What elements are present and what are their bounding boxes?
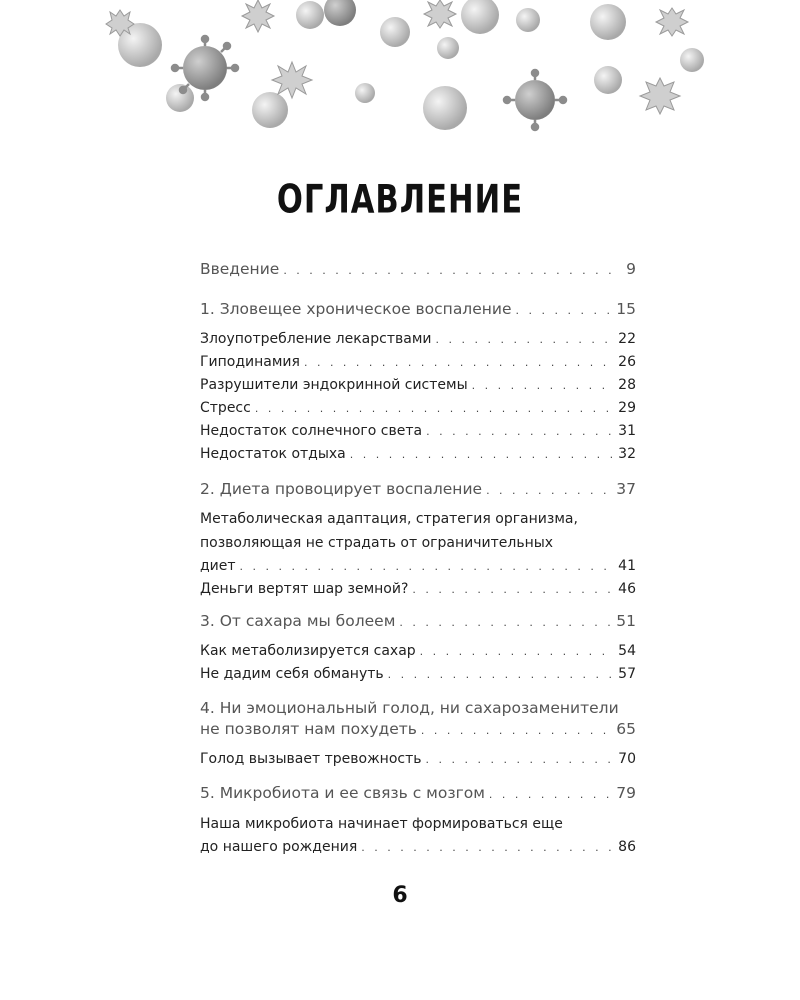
toc-item[interactable]: [200, 351, 636, 374]
toc-label: 3. От сахара мы болеем: [200, 612, 396, 630]
toc-label-line: 4. Ни эмоциональный голод, ни сахарозаменители: [200, 699, 619, 717]
toc-page: 46: [618, 581, 636, 597]
toc-label: Голод вызывает тревожность: [200, 751, 422, 767]
toc-chapter-5[interactable]: [200, 784, 636, 802]
toc-label-line: Метаболическая адаптация, стратегия организма,: [200, 511, 578, 527]
toc-label: Недостаток солнечного света: [200, 423, 423, 439]
toc-item[interactable]: [200, 397, 636, 420]
toc-item[interactable]: [200, 374, 636, 397]
toc-label: Гиподинамия: [200, 354, 300, 370]
toc-item[interactable]: [200, 328, 636, 351]
toc-item[interactable]: [200, 640, 636, 663]
toc-page: 32: [618, 446, 636, 462]
toc-item[interactable]: [200, 748, 636, 771]
toc-label: Стресс: [200, 400, 251, 416]
toc-page: 79: [616, 784, 636, 802]
toc-label: Деньги вертят шар земной?: [200, 581, 409, 597]
toc-label: Разрушители эндокринной системы: [200, 377, 468, 393]
toc-label: Как метаболизируется сахар: [200, 643, 416, 659]
toc-page: 31: [618, 423, 636, 439]
page-number: 6: [392, 883, 408, 908]
toc-page: 26: [618, 354, 636, 370]
toc-label: 5. Микробиота и ее связь с мозгом: [200, 784, 485, 802]
toc-label-line: Наша микробиота начинает формироваться еще: [200, 816, 563, 832]
toc-intro[interactable]: [200, 260, 636, 278]
toc-page: 15: [616, 300, 636, 318]
toc-label: Злоупотребление лекарствами: [200, 331, 432, 347]
toc-label: не позволят нам похудеть: [200, 720, 417, 738]
toc-page: 65: [616, 720, 636, 738]
toc-item[interactable]: [200, 578, 636, 601]
toc-item[interactable]: [200, 420, 636, 443]
toc-chapter-3[interactable]: [200, 612, 636, 630]
toc-label: 1. Зловещее хроническое воспаление: [200, 300, 512, 318]
toc-page: 28: [618, 377, 636, 393]
toc-chapter-2[interactable]: [200, 480, 636, 498]
toc-chapter-4[interactable]: [200, 696, 636, 738]
toc-label: до нашего рождения: [200, 839, 358, 855]
toc-item-microbiota[interactable]: [200, 812, 636, 859]
toc-page: 54: [618, 643, 636, 659]
page-title: ОГЛАВЛЕНИЕ: [276, 177, 524, 223]
toc-page: 70: [618, 751, 636, 767]
toc-page: 51: [616, 612, 636, 630]
toc-page: 9: [626, 260, 636, 278]
toc-label: Недостаток отдыха: [200, 446, 346, 462]
toc-item-metabolic[interactable]: [200, 507, 636, 601]
toc-label: Не дадим себя обмануть: [200, 666, 384, 682]
toc-page: 29: [618, 400, 636, 416]
toc-item[interactable]: [200, 663, 636, 686]
toc-page: 86: [618, 839, 636, 855]
toc-page: 57: [618, 666, 636, 682]
toc-page: 37: [616, 480, 636, 498]
toc-label: Введение: [200, 260, 280, 278]
toc-item[interactable]: [200, 443, 636, 466]
toc-page: 41: [618, 558, 636, 574]
toc-page: 22: [618, 331, 636, 347]
toc-label: 2. Диета провоцирует воспаление: [200, 480, 483, 498]
toc-label-line: позволяющая не страдать от ограничительных: [200, 535, 554, 551]
toc-chapter-1[interactable]: [200, 300, 636, 318]
virus-decoration: [0, 0, 800, 140]
toc-label: диет: [200, 558, 236, 574]
